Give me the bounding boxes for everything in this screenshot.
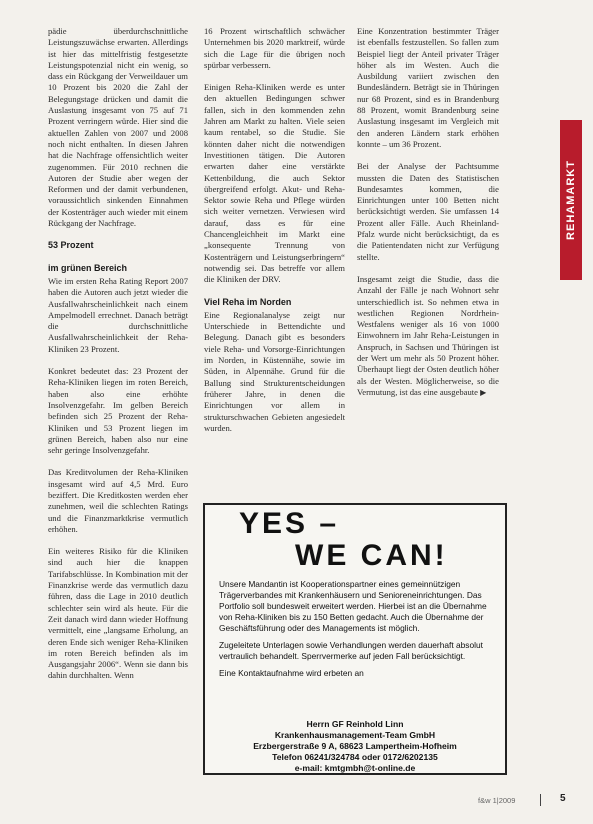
continue-arrow-icon: ▶ xyxy=(480,387,487,397)
ad-body xyxy=(219,579,491,685)
subheading: im grünen Bereich xyxy=(48,262,128,273)
paragraph: Eine Konzentration bestimmter Träger ist ebenfalls festzustellen. So fallen zum Beispiel liegt der Anteil privater Träger höher als im Westen. Auch die Ausbildung variiert zwischen den Bundesländern. Beträgt sie in Thüringen nur 68 Prozent, sind es in Brandenburg 88 Prozent, womit Brandenburg seine Auslastung insgesamt im Vergleich mit den anderen Ländern stark erhöhen konnte – um 36 Prozent. xyxy=(357,26,499,149)
contact-email: e-mail: kmtgmbh@t-online.de xyxy=(294,763,416,773)
contact-name: Herrn GF Reinhold Linn xyxy=(306,719,404,729)
paragraph: Bei der Analyse der Pachtsumme mussten die Daten des Statistischen Bundesamtes kommen, die Einrichtungen unter 100 Betten nicht berücksichtigt werden. Sie umfassen 14 Prozent aller Fälle. Auch Rheinland-Pfalz wurde nicht berücksichtigt, da es die Patientendaten nicht zur Verfügung stellte. xyxy=(357,161,499,262)
section-tab-label: REHAMARKT xyxy=(565,160,577,240)
ad-paragraph: Eine Kontaktaufnahme wird erbeten an xyxy=(219,668,364,678)
advertisement-box xyxy=(203,503,507,775)
contact-address: Erzbergerstraße 9 A, 68623 Lampertheim-Hofheim xyxy=(253,741,457,751)
footer-divider xyxy=(540,794,541,806)
ad-paragraph: Zugeleitete Unterlagen sowie Verhandlungen werden dauerhaft absolut vertraulich behandelt. Sperrvermerke auf jeden Fall berücksichtigt. xyxy=(219,640,483,661)
ad-headline-1: YES – xyxy=(239,507,340,540)
subheading: Viel Reha im Norden xyxy=(204,296,292,307)
ad-paragraph: Unsere Mandantin ist Kooperationspartner eines gemeinnützigen Trägerverbandes mit Krankenhäusern und Senioreneinrichtungen. Das Portfolio soll bundesweit erweitert werden. Hierbei ist an die Übernahme von Reha-Kliniken bis zu 150 Betten gedacht. Auch die Übernahme der Geschäftsführung oder des Managements ist möglich. xyxy=(219,579,487,633)
paragraph: Wie im ersten Reha Rating Report 2007 haben die Autoren auch jetzt wieder die Ausfallwahrscheinlichkeit nach einem Ampelmodell errechnet. Danach beträgt die durchschnittliche Ausfallwahrscheinlichkeit der Reha-Kliniken 23 Prozent. xyxy=(48,275,188,354)
article-column-2 xyxy=(204,26,345,445)
article-column-1 xyxy=(48,26,188,693)
ad-headline-2: WE CAN! xyxy=(295,539,448,572)
contact-phone: Telefon 06241/324784 oder 0172/6202135 xyxy=(272,752,438,762)
paragraph: Eine Regionalanalyse zeigt nur Unterschiede in Bettendichte und Belegung. Danach gibt es besonders viele Reha- und Vorsorge-Einrichtungen im Norden, in Küstennähe, sowie im Süden, in Alpennähe. Grund für die Ballung sind Strukturentscheidungen früherer Jahre, in denen die Einrichtungen vor allem in strukturschwachen Gebieten angesiedelt wurden. xyxy=(204,309,345,433)
article-column-3 xyxy=(357,26,499,409)
paragraph-text: Insgesamt zeigt die Studie, dass die Anzahl der Fälle je nach Wohnort sehr unterschiedlich ist. So nehmen etwa in westlichen Regionen Nordrhein-Westfalens weniger als 16 von 1000 Einwohnern im Jahr Reha-Leistungen in Anspruch, in Sachsen und Thüringen ist der Wert um mehr als 50 Prozent höher. Überhaupt liegt der Osten deutlich höher als der Westen. Möglicherweise, so die Vermutung, ist das eine ausgebaute xyxy=(357,273,499,397)
paragraph: Einigen Reha-Kliniken werde es unter den aktuellen Bedingungen schwer fallen, sich in den kommenden zehn Jahren am Markt zu halten. Viele seien kaum rentabel, so die Studie. Sie könnten daher nicht die notwendigen Investitionen tätigen. Die Autoren erwarten daher eine verstärkte Kettenbildung, die auch Sektor übergreifend erfolgt. Akut- und Reha-Sektor sowie Reha und Pflege würden sich weiter vernetzen. Verwiesen wird darauf, dass es für eine Chancengleichheit im Markt eine „konsequente Trennung von Kostenträgern und Leistungserbringern“ notwendig sei. Das betreffe vor allem die Kliniken der DRV. xyxy=(204,82,345,285)
paragraph: Das Kreditvolumen der Reha-Kliniken insgesamt wird auf 4,5 Mrd. Euro beziffert. Die Kreditkosten werden eher zunehmen, weil die schlechten Ratings und die Finanzmarktkrise vermutlich erhöhen. xyxy=(48,467,188,534)
subheading: 53 Prozent xyxy=(48,240,94,251)
paragraph xyxy=(357,274,499,398)
page-number: 5 xyxy=(560,793,566,804)
paragraph: Ein weiteres Risiko für die Kliniken sind auch hier die knappen Tarifabschlüsse. In Kombination mit der Finanzkrise werde das vermutlich dazu führen, dass die Lage in 2010 deutlich schlechter sein wird als heute. Für die Zeit danach wird dann wieder Hoffnung vermittelt, eine „langsame Erholung, an deren Ende sich weniger Reha-Kliniken im roten Bereich befinden als im Ausgangsjahr 2006“. Wenn sie dann bis dahin durchhalten. Wenn xyxy=(48,546,188,681)
contact-company: Krankenhausmanagement-Team GmbH xyxy=(274,730,436,740)
section-tab xyxy=(560,120,582,280)
paragraph: pädie überdurchschnittliche Leistungszuwächse erwarten. Allerdings ist hier das mittelfristig festgesetzte Leistungspotenzial nicht ein wenig, so dass ein Rückgang der Verweildauer um 10 Prozent bis 2020 die Zahl der Belegungstage drücken und damit die Auslastung insgesamt von 75 auf 71 Prozent verringern würde. Hier sind die aktuellen Zahlen von 2007 und 2008 noch nicht enthalten. In diesen Jahren hat die Nachfrage offensichtlich weiter zugenommen. Für 2010 rechnen die Autoren der Studie aber wegen der Reformen und der damit verbundenen, voraussichtlich sinkenden Einnahmen der Kostenträger auch wieder mit einem Rückgang der Nachfrage. xyxy=(48,26,188,229)
ad-contact xyxy=(205,719,505,774)
paragraph: 16 Prozent wirtschaftlich schwächer Unternehmen bis 2020 marktreif, würde sich die Lage für die übrigen noch spürbar verbessern. xyxy=(204,26,345,70)
paragraph: Konkret bedeutet das: 23 Prozent der Reha-Kliniken liegen im roten Bereich, haben also eine erhöhte Insolvenzgefahr. Im gelben Bereich befinden sich 25 Prozent der Reha-Kliniken und 53 Prozent liegen im grünen Bereich, haben also nur eine sehr geringe Insolvenzgefahr. xyxy=(48,366,188,456)
footer-issue: f&w 1|2009 xyxy=(478,796,516,805)
